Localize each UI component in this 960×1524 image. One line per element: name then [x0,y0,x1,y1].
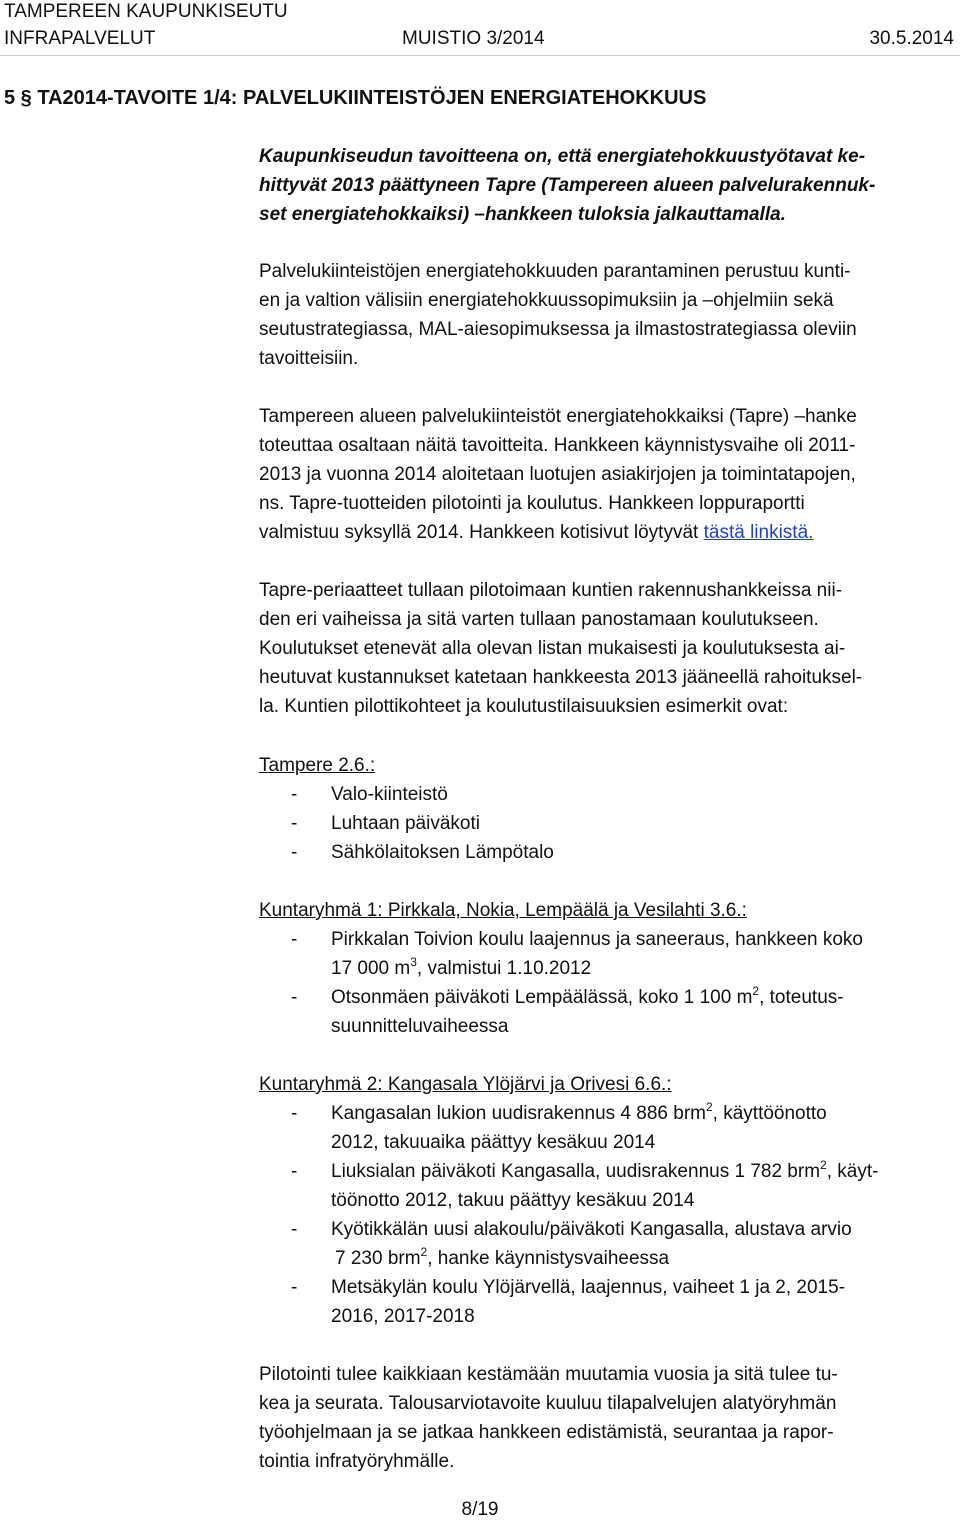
list-item-text: töönotto 2012, takuu päättyy kesäkuu 2014 [331,1190,695,1211]
list-item-fragment: 17 000 m [331,958,411,979]
list-dash: - [291,1277,298,1298]
homepage-link[interactable]: tästä linkistä. [703,522,814,543]
list-item [259,1099,957,1157]
paragraph-line: en ja valtion välisiin energiatehokkuussopimuksiin ja –ohjelmiin sekä [259,290,834,311]
superscript: 2 [705,1100,713,1114]
list-item-text: suunnitteluvaiheessa [331,1016,509,1037]
list-item-fragment: Otsonmäen päiväkoti Lempäälässä, koko 1 100 m [331,987,753,1008]
list-item-text: Sähkölaitoksen Lämpötalo [331,842,554,863]
header-unit: INFRAPALVELUT [4,28,156,49]
paragraph-line [259,518,957,547]
paragraph-text: valmistuu syksyllä 2014. Hankkeen kotisivut löytyvät [259,522,704,543]
paragraph-line: Tampereen alueen palvelukiinteistöt energiatehokkaiksi (Tapre) –hanke [259,406,857,427]
paragraph-1 [259,257,957,373]
list-item-fragment: , käyt- [826,1161,879,1182]
list-item-text: 2012, takuuaika päättyy kesäkuu 2014 [331,1132,656,1153]
kuntaryhma1-list [259,925,957,1041]
list-dash: - [291,1161,298,1182]
superscript: 2 [820,1158,827,1172]
paragraph-3 [259,576,957,721]
list-item-text [331,1099,957,1128]
list-item-text: Valo-kiinteistö [331,784,448,805]
list-item-fragment: 7 230 brm [335,1248,421,1269]
paragraph-line: den eri vaiheissa ja sitä varten tullaan panostamaan koulutukseen. [259,609,819,630]
list-item-text: Pirkkalan Toivion koulu laajennus ja saneeraus, hankkeen koko [331,929,863,950]
list-item [259,1215,957,1273]
list-item [259,838,957,867]
intro-line: Kaupunkiseudun tavoitteena on, että energiatehokkuustyötavat ke- [259,146,866,167]
paragraph-4 [259,1360,957,1476]
list-item [259,983,957,1041]
intro-line: hittyvät 2013 päättyneen Tapre (Tampereen alueen palvelurakennuk- [259,175,876,196]
superscript: 2 [752,984,760,998]
list-item-text [331,1157,957,1186]
paragraph-line: ns. Tapre-tuotteiden pilotointi ja koulutus. Hankkeen loppuraportti [259,493,805,514]
list-item [259,1157,957,1215]
kuntaryhma2-list [259,1099,957,1331]
list-item-fragment: , toteutus- [759,987,844,1008]
intro-line: set energiatehokkaiksi) –hankkeen tuloksia jalkauttamalla. [259,204,786,225]
list-item-fragment: Liuksialan päiväkoti Kangasalla, uudisrakennus 1 782 brm [331,1161,821,1182]
superscript: 2 [420,1245,428,1259]
list-dash: - [291,987,298,1008]
list-dash: - [291,842,298,863]
header-memo: MUISTIO 3/2014 [402,28,545,49]
paragraph-line: toteuttaa osaltaan näitä tavoitteita. Hankkeen käynnistysvaihe oli 2011- [259,435,856,456]
section-title: 5 § TA2014-TAVOITE 1/4: PALVELUKIINTEISTÖJEN ENERGIATEHOKKUUS [4,87,707,109]
list-item-text [331,954,957,983]
list-item-text [331,983,957,1012]
paragraph-line: Pilotointi tulee kaikkiaan kestämään muutamia vuosia ja sitä tulee tu- [259,1364,838,1385]
list-dash: - [291,1219,298,1240]
list-item-fragment: , valmistui 1.10.2012 [416,958,592,979]
kuntaryhma1-heading: Kuntaryhmä 1: Pirkkala, Nokia, Lempäälä ja Vesilahti 3.6.: [259,900,747,921]
list-dash: - [291,929,298,950]
tampere-heading: Tampere 2.6.: [259,755,376,776]
intro-paragraph [259,142,957,229]
paragraph-line: kea ja seurata. Talousarviotavoite kuuluu tilapalvelujen alatyöryhmän [259,1393,837,1414]
list-item-text: 2016, 2017-2018 [331,1306,475,1327]
header-divider [0,55,960,56]
list-dash: - [291,784,298,805]
list-item-fragment: , käyttöönotto [712,1103,827,1124]
list-item-fragment: , hanke käynnistysvaiheessa [427,1248,670,1269]
list-dash: - [291,813,298,834]
paragraph-line: työohjelmaan ja se jatkaa hankkeen edistämistä, seurantaa ja rapor- [259,1422,834,1443]
paragraph-line: 2013 ja vuonna 2014 aloitetaan luotujen asiakirjojen ja toimintatapojen, [259,464,856,485]
list-dash: - [291,1103,298,1124]
list-item-text: Metsäkylän koulu Ylöjärvellä, laajennus, vaiheet 1 ja 2, 2015- [331,1277,846,1298]
list-item-text: Kyötikkälän uusi alakoulu/päiväkoti Kangasalla, alustava arvio [331,1219,852,1240]
paragraph-line: Koulutukset etenevät alla olevan listan mukaisesti ja koulutuksesta ai- [259,638,846,659]
list-item-text: Luhtaan päiväkoti [331,813,480,834]
header-org: TAMPEREEN KAUPUNKISEUTU [4,1,288,22]
paragraph-line: seutustrategiassa, MAL-aiesopimuksessa ja ilmastostrategiassa oleviin [259,319,857,340]
paragraph-line: tavoitteisiin. [259,348,359,369]
paragraph-2 [259,402,957,547]
kuntaryhma2-heading: Kuntaryhmä 2: Kangasala Ylöjärvi ja Orivesi 6.6.: [259,1074,672,1095]
list-item [259,809,957,838]
paragraph-line: tointia infratyöryhmälle. [259,1451,455,1472]
list-item [259,1273,957,1331]
paragraph-line: la. Kuntien pilottikohteet ja koulutustilaisuuksien esimerkit ovat: [259,696,789,717]
tampere-list [259,780,957,867]
list-item-fragment: Kangasalan lukion uudisrakennus 4 886 brm [331,1103,706,1124]
paragraph-line: Tapre-periaatteet tullaan pilotoimaan kuntien rakennushankkeissa nii- [259,580,843,601]
list-item-text [331,1244,957,1273]
superscript: 3 [410,955,417,969]
list-item [259,780,957,809]
header-date: 30.5.2014 [869,28,954,49]
page-number: 8/19 [461,1499,499,1520]
list-item [259,925,957,983]
paragraph-line: heutuvat kustannukset katetaan hankkeesta 2013 jääneellä rahoituksel- [259,667,863,688]
paragraph-line: Palvelukiinteistöjen energiatehokkuuden parantaminen perustuu kunti- [259,261,851,282]
